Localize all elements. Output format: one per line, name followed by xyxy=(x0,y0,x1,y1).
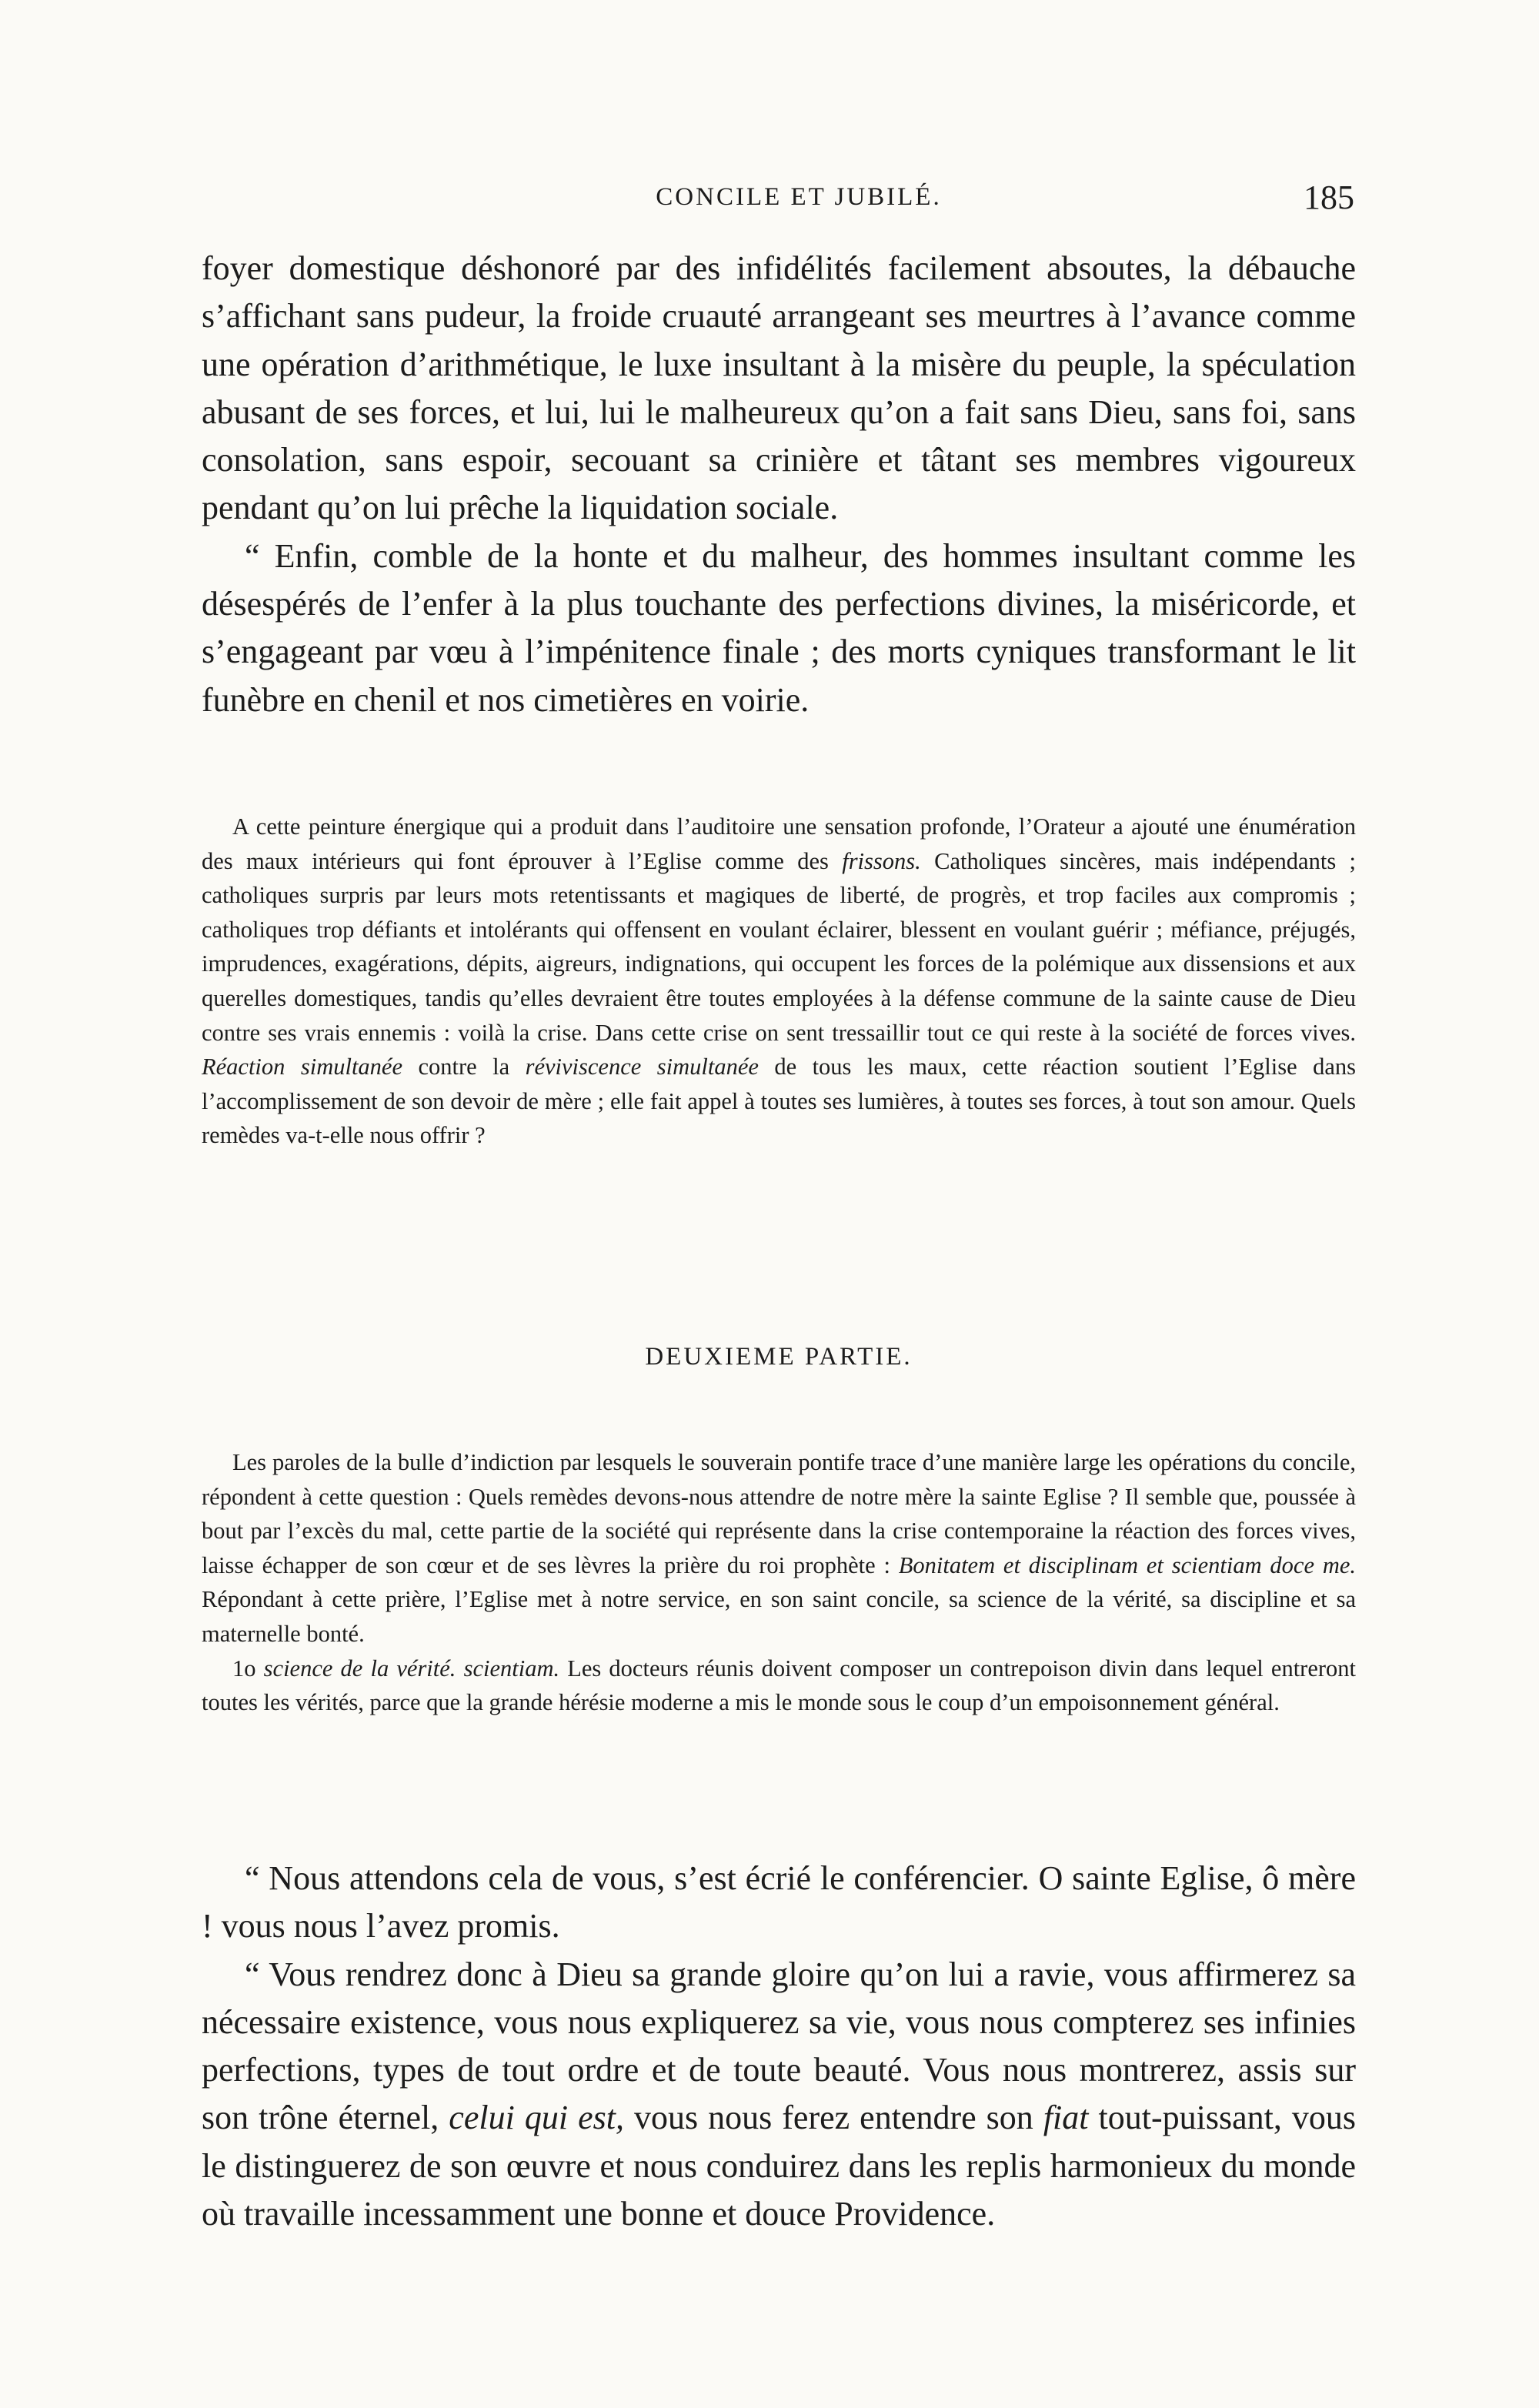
italic-latin-quote: Bonitatem et disciplinam et scientiam doce me. xyxy=(898,1551,1357,1578)
running-title: CONCILE ET JUBILÉ. xyxy=(656,182,942,211)
italic-reviviscence: réviviscence simultanée xyxy=(525,1054,759,1080)
italic-celui-qui-est: celui qui est, xyxy=(449,2099,624,2137)
main-text-top xyxy=(202,245,1356,724)
paragraph-nous-attendons: “ Nous attendons cela de vous, s’est écrié le conférencier. O sainte Eglise, ô mère ! vous nous l’avez promis. xyxy=(202,1859,1356,1945)
paragraph-vous-rendrez: “ Vous rendrez donc à Dieu sa grande gloire qu’on lui a ravie, vous affirmerez sa nécessaire existence, vous nous expliquerez sa vie, vous nous compterez ses infinies perfections, types de tout ordre et de toute beauté. Vous nous montrerez, assis sur son trône éternel, celui qui est, vous nous ferez entendre son fiat tout-puissant, vous le distinguerez de son œuvre et nous conduirez dans les replis harmonieux du monde où travaille incessamment une bonne et douce Providence. xyxy=(202,1955,1357,2233)
paragraph-enfin: “ Enfin, comble de la honte et du malheur, des hommes insultant comme les désespérés de l’enfer à la plus touchante des perfections divines, la miséricorde, et s’engageant par vœu à l’impénitence finale ; des morts cyniques transformant le lit funèbre en chenil et nos cimetières en voirie. xyxy=(202,536,1356,719)
italic-frissons: frissons. xyxy=(842,847,921,874)
summary-paragraph-peinture: A cette peinture énergique qui a produit dans l’auditoire une sensation profonde, l’Orateur a ajouté une énumération des maux intérieurs qui font éprouver à l’Eglise comme des frissons. Catholiques sincères, mais indépendants ; catholiques surpris par leurs mots retentissants et magiques de liberté, de progrès, et trop faciles aux compromis ; catholiques trop défiants et intolérants qui offensent en voulant éclairer, blessent en voulant guérir ; méfiance, préjugés, imprudences, exagérations, dépits, aigreurs, indignations, qui occupent les forces de la polémique aux dissensions et aux querelles domestiques, tandis qu’elles devraient être toutes employées à la défense commune de la sainte cause de Dieu contre ses vrais ennemis : voilà la crise. Dans cette crise on sent tressaillir tout ce qui reste à la société de forces vives. Réaction simultanée contre la réviviscence simultanée de tous les maux, cette réaction soutient l’Eglise dans l’accomplissement de son devoir de mère ; elle fait appel à toutes ses lumières, à toutes ses forces, à tout son amour. Quels remèdes va-t-elle nous offrir ? xyxy=(202,813,1357,1149)
italic-fiat: fiat xyxy=(1043,2099,1089,2137)
page-number: 185 xyxy=(1304,178,1354,216)
section-heading: DEUXIEME PARTIE. xyxy=(645,1343,913,1371)
summary-paragraph-science: 1o science de la vérité. scientiam. Les docteurs réunis doivent composer un contrepoison divin dans lequel entreront toutes les vérités, parce que la grande hérésie moderne a mis le monde sous le coup d’un empoisonnement général. xyxy=(202,1655,1356,1716)
summary-first-part xyxy=(202,810,1356,1153)
italic-science: science de la vérité. scientiam. xyxy=(263,1655,560,1682)
summary-second-part xyxy=(202,1445,1356,1720)
paragraph-foyer: foyer domestique déshonoré par des infidélités facilement absoutes, la débauche s’affichant sans pudeur, la froide cruauté arrangeant ses meurtres à l’avance comme une opération d’arithmétique, le luxe insultant à la misère du peuple, la spéculation abusant de ses forces, et lui, lui le malheureux qu’on a fait sans Dieu, sans foi, sans consolation, sans espoir, secouant sa crinière et tâtant ses membres vigoureux pendant qu’on lui prêche la liquidation sociale. xyxy=(202,249,1356,527)
running-head xyxy=(202,174,1354,220)
italic-reaction: Réaction simultanée xyxy=(202,1054,402,1080)
summary-paragraph-bulle: Les paroles de la bulle d’indiction par lesquels le souverain pontife trace d’une manière large les opérations du concile, répondent à cette question : Quels remèdes devons-nous attendre de notre mère la sainte Eglise ? Il semble que, poussée à bout par l’excès du mal, cette partie de la société qui représente dans la crise contemporaine la réaction des forces vives, laisse échapper de son cœur et de ses lèvres la prière du roi prophète : Bonitatem et disciplinam et scientiam doce me. Répondant à cette prière, l’Eglise met à notre service, en son saint concile, sa science de la vérité, sa discipline et sa maternelle bonté. xyxy=(202,1449,1357,1647)
main-text-bottom xyxy=(202,1855,1356,2238)
